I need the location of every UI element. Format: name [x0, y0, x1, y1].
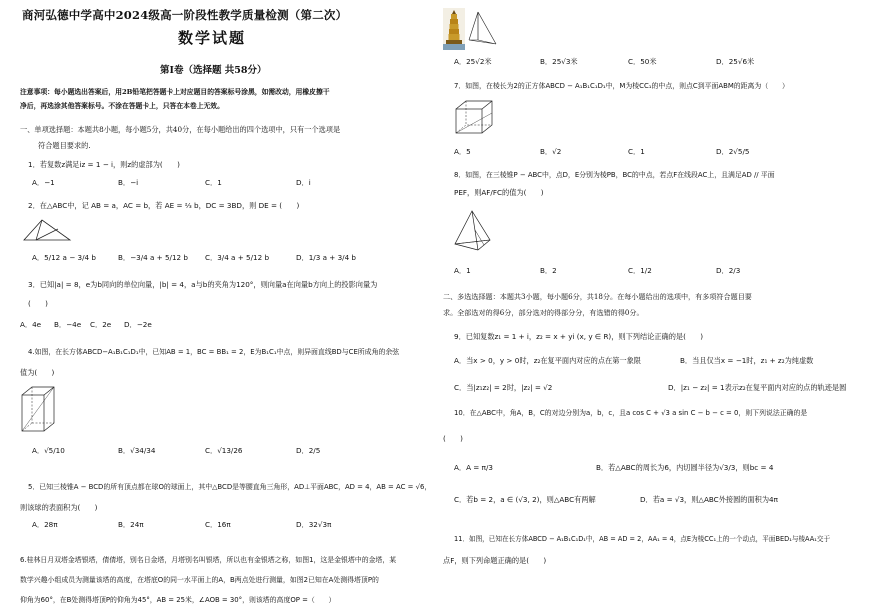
q8-option-c: C．1/2 [628, 266, 652, 275]
q10-option-a: A．A = π/3 [454, 463, 493, 472]
golden-tower-image [443, 8, 465, 50]
q9-option-d: D．|z₁ − z₂| = 1表示z₂在复平面内对应的点的轨迹是圆 [668, 383, 847, 392]
q5-option-c: C．16π [205, 520, 231, 529]
q8-line-2: PEF，则AF/FC的值为( ) [454, 188, 544, 197]
q6-option-c: C．50米 [628, 57, 657, 66]
q6-option-a: A．25√2米 [454, 57, 492, 66]
q8-option-d: D．2/3 [716, 266, 741, 275]
q3-stem: 3．已知|a| = 8，e为b同向的单位向量，|b| = 4，a与b的夹角为120°，则向量a在向量b方向上的投影向量为 [28, 280, 378, 289]
q6-line-3: 仰角为60°，在B处测得塔顶P的仰角为45°，AB = 25米，∠AOB = 30°，则该塔的高度OP =（ ） [20, 596, 336, 604]
q9-option-b: B．当且仅当x = −1时，z₁ + z₂为纯虚数 [680, 356, 814, 365]
q2-option-a: A．5/12 a − 3/4 b [32, 253, 96, 262]
notice-line-1: 注意事项：每小题选出答案后，用2B铅笔把答题卡上对应题目的答案标号涂黑，如需改动，用橡皮擦干 [20, 88, 330, 96]
section2-heading: 二、多选选择题：本题共3小题，每小题6分，共18分。在每小题给出的选项中，有多项符合题目要 [443, 292, 752, 301]
q4-cuboid-figure [18, 383, 58, 435]
q8-option-b: B．2 [540, 266, 557, 275]
q7-cube-figure [452, 97, 496, 137]
exam-title: 商河弘德中学高中2024级高一阶段性教学质量检测（第二次） [22, 8, 348, 22]
q5-stem: 5．已知三棱锥A − BCD的所有顶点都在球O的球面上，其中△BCD是等腰直角三角形，AD⊥平面ABC，AD = 4，AB = AC = √6， [28, 483, 432, 491]
q6-option-b: B．25√3米 [540, 57, 578, 66]
q3-option-a: A．4e [20, 320, 42, 329]
q5-stem-2: 则该球的表面积为( ) [20, 503, 98, 512]
q3-paren: ( ) [28, 299, 48, 308]
q2-stem: 2．在△ABC中，记 AB = a，AC = b，若 AE = ⅔ b，DC = 3BD，则 DE = ( ) [28, 201, 300, 210]
q8-line-1: 8．如图，在三棱锥P − ABC中，点D，E分别为棱PB，BC的中点，若点F在线段AC上，且满足AD // 平面 [454, 171, 775, 179]
q6-line-1: 6.桂林日月双塔金塔银塔，倩倩塔，别名日金塔，月塔别名叫银塔，所以也有金银塔之称，如图1，这是金银塔中的金塔，某 [20, 556, 397, 564]
q6-option-d: D．25√6米 [716, 57, 755, 66]
q10-paren: ( ) [443, 434, 463, 443]
q2-triangle-figure [20, 216, 76, 246]
q7-option-d: D．2√5/5 [716, 147, 750, 156]
q4-option-c: C．√13/26 [205, 446, 243, 455]
q5-option-d: D．32√3π [296, 520, 332, 529]
q9-stem: 9．已知复数z₁ = 1 + i，z₂ = x + yi (x, y ∈ R)，则下列结论正确的是( ) [454, 332, 704, 341]
section1-heading: 一、单项选择题：本题共8小题，每小题5分，共40分，在每小题给出的四个选项中，只有一个选项是 [20, 125, 341, 134]
subject-title: 数学试题 [178, 29, 247, 47]
q2-option-c: C．3/4 a + 5/12 b [205, 253, 270, 262]
q4-stem: 4.如图，在长方体ABCD−A₁B₁C₁D₁中，已知AB = 1，BC = BB₁ = 2，E为B₁C₁中点，则异面直线BD与CE所成角的余弦 [28, 348, 400, 356]
q1-stem: 1．若复数z满足iz = 1 − i，则z的虚部为( ) [28, 160, 180, 169]
q11-line-1: 11．如图，已知在长方体ABCD − A₁B₁C₁D₁中，AB = AD = 2，AA₁ = 4，点E为棱CC₁上的一个动点，平面BED₁与棱AA₁交于 [454, 535, 831, 543]
q1-option-c: C．1 [205, 178, 222, 187]
q7-option-a: A．5 [454, 147, 471, 156]
notice-line-2: 净后，再选涂其他答案标号。不涂在答题卡上，只答在本卷上无效。 [20, 102, 224, 110]
q4-option-d: D．2/5 [296, 446, 321, 455]
section2-heading-2: 求。全部选对的得6分，部分选对的得部分分，有选错的得0分。 [443, 308, 644, 317]
q8-pyramid-figure [452, 208, 494, 252]
q10-option-b: B．若△ABC的周长为6，内切圆半径为√3/3，则bc = 4 [596, 463, 774, 472]
q3-option-d: D．−2e [124, 320, 152, 329]
q10-option-d: D．若a = √3，则△ABC外接圆的面积为4π [640, 495, 778, 504]
q7-stem: 7．如图，在棱长为2的正方体ABCD − A₁B₁C₁D₁中，M为棱CC₁的中点，则点C到平面ABM的距离为（ ） [454, 82, 789, 90]
q5-option-a: A．28π [32, 520, 58, 529]
part-title: 第Ⅰ卷（选择题 共58分） [160, 65, 267, 76]
q8-option-a: A．1 [454, 266, 471, 275]
q4-option-a: A．√5/10 [32, 446, 65, 455]
section1-heading-2: 符合题目要求的. [38, 141, 91, 150]
q10-option-c: C．若b = 2，a ∈ (√3, 2)，则△ABC有两解 [454, 495, 596, 504]
q11-line-2: 点F，则下列命题正确的是( ) [443, 556, 547, 565]
q6-line-2: 数学兴趣小组成员为测量该塔的高度，在塔底O的同一水平面上的A，B两点处进行测量，如图2已知在A处测得塔顶P的 [20, 576, 379, 584]
q10-stem: 10．在△ABC中，角A，B，C的对边分别为a，b，c，且a cos C + √3 a sin C − b − c = 0，则下列说法正确的是 [454, 409, 808, 417]
q7-option-b: B．√2 [540, 147, 562, 156]
q2-option-b: B．−3/4 a + 5/12 b [118, 253, 188, 262]
q6-measure-figure [466, 10, 502, 50]
q7-option-c: C．1 [628, 147, 645, 156]
q3-option-c: C．2e [90, 320, 112, 329]
q9-option-c: C．当|z₁z₂| = 2时，|z₂| = √2 [454, 383, 553, 392]
q1-option-b: B．−i [118, 178, 139, 187]
q9-option-a: A．当x > 0，y > 0时，z₂在复平面内对应的点在第一象限 [454, 356, 641, 365]
q2-option-d: D．1/3 a + 3/4 b [296, 253, 356, 262]
q3-option-b: B．−4e [54, 320, 82, 329]
q4-option-b: B．√34/34 [118, 446, 156, 455]
q4-stem-2: 值为( ) [20, 368, 55, 377]
q1-option-a: A．−1 [32, 178, 55, 187]
q1-option-d: D．i [296, 178, 311, 187]
q5-option-b: B．24π [118, 520, 144, 529]
